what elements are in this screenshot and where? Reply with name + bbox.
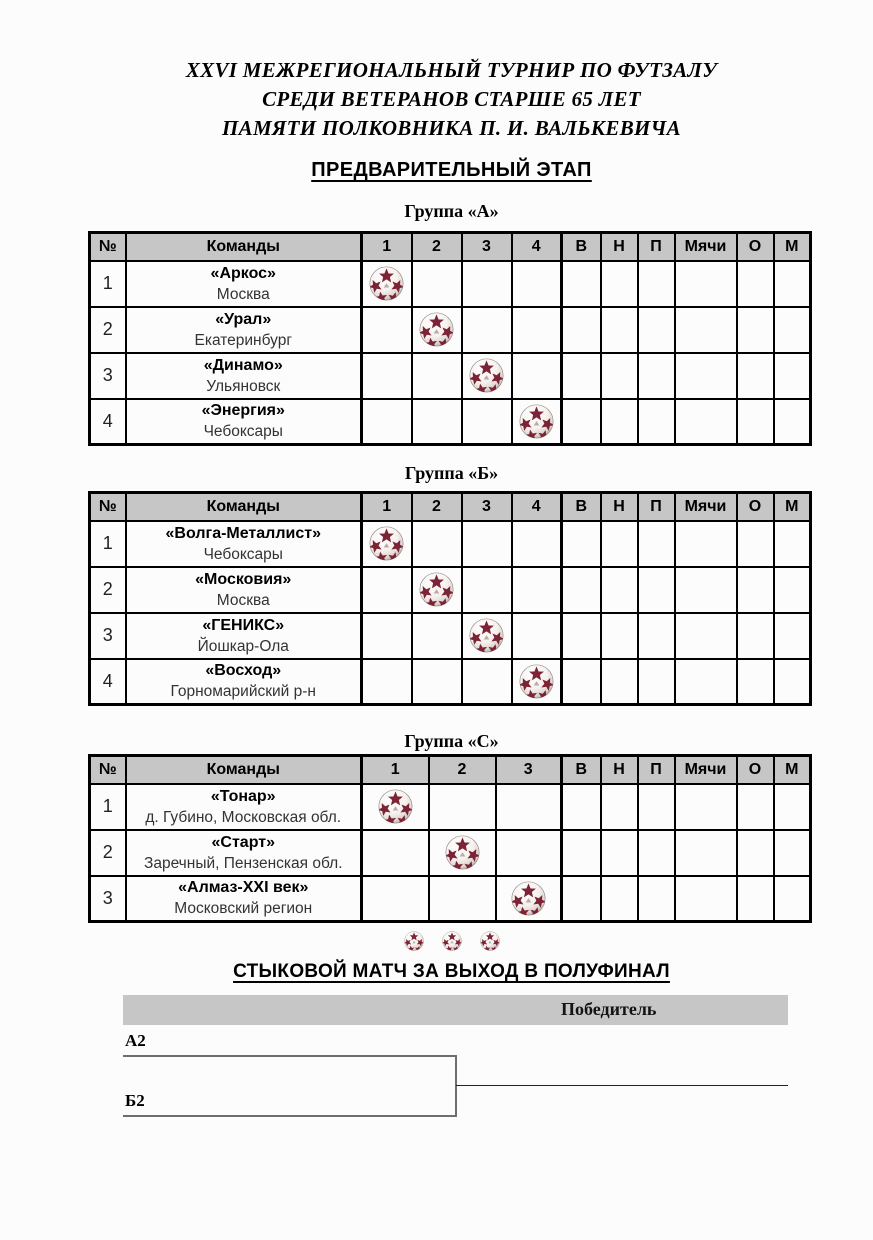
col-number: № [90,233,126,261]
col-points: О [737,233,774,261]
title-line-2: СРЕДИ ВЕТЕРАНОВ СТАРШЕ 65 ЛЕТ [262,87,641,111]
group-a-table [88,231,812,446]
team-cell: «Аркос» Москва [126,261,362,307]
stage-heading: ПРЕДВАРИТЕЛЬНЫЙ ЭТАП [311,159,592,181]
col-match-1: 1 [362,493,412,521]
team-cell: «Алмаз-XXI век» Московский регион [126,876,362,922]
table-row: 3 «Алмаз-XXI век» Московский регион [90,876,811,922]
table-row: 2 «Урал» Екатеринбург [90,307,811,353]
col-losses: П [638,756,675,784]
bracket-slot-b2: Б2 [125,1091,145,1110]
col-place: М [774,493,811,521]
group-b-title: Группа «Б» [404,463,499,483]
team-cell: «Динамо» Ульяновск [126,353,362,399]
col-match-1: 1 [362,233,412,261]
col-losses: П [638,233,675,261]
team-cell: «Тонар» д. Губино, Московская обл. [126,784,362,830]
soccer-ball-icon [419,572,454,607]
col-draws: Н [601,756,638,784]
header-row [90,493,811,521]
col-match-3: 3 [462,233,512,261]
table-row: 2 «Московия» Москва [90,567,811,613]
soccer-ball-icon [519,404,554,439]
col-draws: Н [601,233,638,261]
title-line-3: ПАМЯТИ ПОЛКОВНИКА П. И. ВАЛЬКЕВИЧА [222,116,681,140]
team-cell: «Энергия» Чебоксары [126,399,362,445]
header-row [90,756,811,784]
winner-bar [123,995,788,1025]
playoff-bracket [123,1029,788,1139]
col-number: № [90,493,126,521]
col-place: М [774,756,811,784]
col-place: М [774,233,811,261]
soccer-ball-icon [404,931,424,951]
col-draws: Н [601,493,638,521]
soccer-ball-icon [511,881,546,916]
col-number: № [90,756,126,784]
bracket-slot-a2: А2 [125,1031,146,1050]
soccer-ball-icon [480,931,500,951]
header-row [90,233,811,261]
col-wins: В [562,756,601,784]
bracket-winner-line [456,1085,788,1086]
group-c-title: Группа «С» [404,731,499,751]
soccer-ball-icon [369,266,404,301]
team-cell: «Старт» Заречный, Пензенская обл. [126,830,362,876]
bracket-connector [455,1055,457,1117]
soccer-ball-icon [519,664,554,699]
col-match-2: 2 [429,756,496,784]
soccer-ball-icon [442,931,462,951]
team-cell: «Московия» Москва [126,567,362,613]
group-b-table [88,491,812,706]
soccer-ball-icon [369,526,404,561]
table-row: 1 «Аркос» Москва [90,261,811,307]
col-goals: Мячи [675,233,737,261]
soccer-ball-icon [378,789,413,824]
col-teams: Команды [126,233,362,261]
table-row: 2 «Старт» Заречный, Пензенская обл. [90,830,811,876]
table-row: 3 «Динамо» Ульяновск [90,353,811,399]
col-match-1: 1 [362,756,429,784]
group-a-title: Группа «А» [404,201,499,221]
col-match-3: 3 [496,756,562,784]
col-losses: П [638,493,675,521]
col-wins: В [562,493,601,521]
col-match-3: 3 [462,493,512,521]
team-cell: «ГЕНИКС» Йошкар-Ола [126,613,362,659]
group-c-table [88,754,812,923]
col-points: О [737,756,774,784]
team-cell: «Восход» Горномарийский р-н [126,659,362,705]
table-row: 4 «Энергия» Чебоксары [90,399,811,445]
table-row: 3 «ГЕНИКС» Йошкар-Ола [90,613,811,659]
col-match-4: 4 [512,233,562,261]
soccer-ball-icon [445,835,480,870]
table-row: 1 «Волга-Металлист» Чебоксары [90,521,811,567]
col-teams: Команды [126,493,362,521]
page-title [88,56,815,143]
decorative-balls [88,931,815,951]
winner-label: Победитель [561,999,657,1019]
col-teams: Команды [126,756,362,784]
col-points: О [737,493,774,521]
table-row: 4 «Восход» Горномарийский р-н [90,659,811,705]
bracket-line-b2 [123,1115,455,1117]
team-cell: «Урал» Екатеринбург [126,307,362,353]
col-match-4: 4 [512,493,562,521]
title-line-1: XXVI МЕЖРЕГИОНАЛЬНЫЙ ТУРНИР ПО ФУТЗАЛУ [185,58,718,82]
col-match-2: 2 [412,493,462,521]
playoff-heading: СТЫКОВОЙ МАТЧ ЗА ВЫХОД В ПОЛУФИНАЛ [233,961,670,982]
team-cell: «Волга-Металлист» Чебоксары [126,521,362,567]
bracket-line-a2 [123,1055,455,1057]
soccer-ball-icon [419,312,454,347]
soccer-ball-icon [469,358,504,393]
soccer-ball-icon [469,618,504,653]
col-goals: Мячи [675,493,737,521]
col-wins: В [562,233,601,261]
col-match-2: 2 [412,233,462,261]
table-row: 1 «Тонар» д. Губино, Московская обл. [90,784,811,830]
col-goals: Мячи [675,756,737,784]
